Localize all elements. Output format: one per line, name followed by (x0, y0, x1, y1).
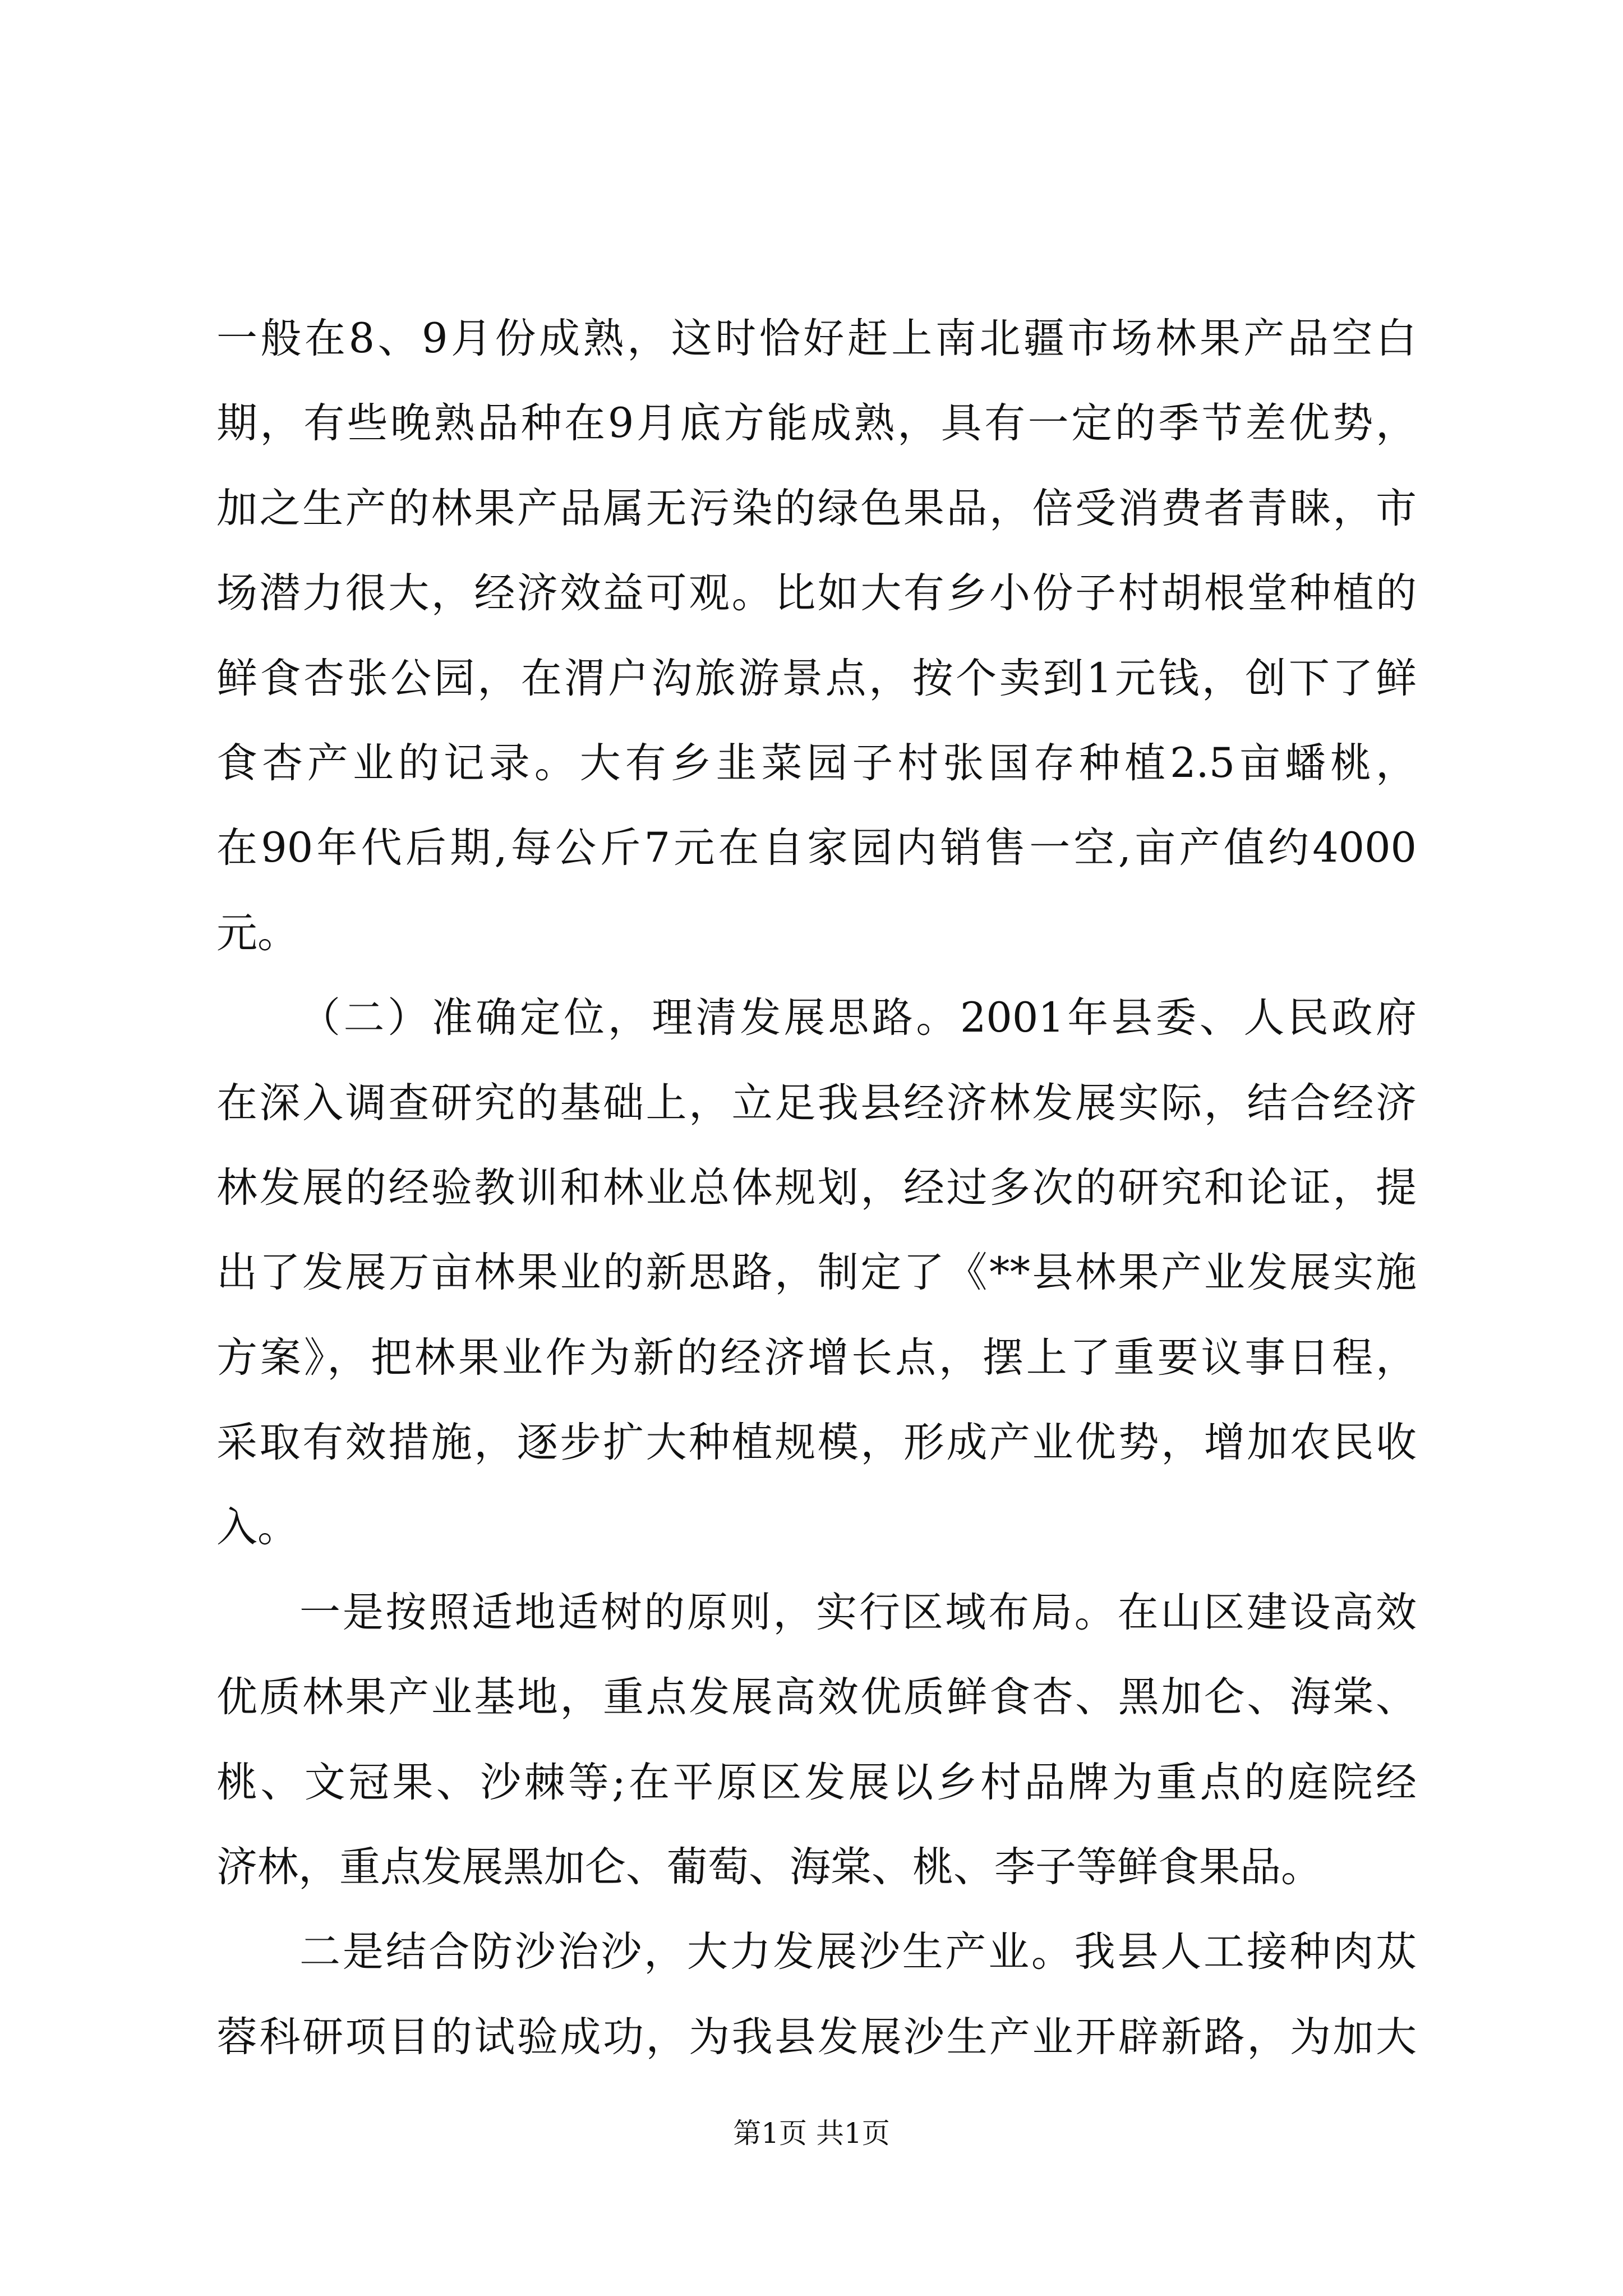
text-line: 二是结合防沙治沙，大力发展沙生产业。我县人工接种肉苁 (299, 1928, 1417, 1976)
text-line: 蓉科研项目的试验成功，为我县发展沙生产业开辟新路，为加大 (216, 2013, 1417, 2061)
text-line: 在深入调查研究的基础上，立足我县经济林发展实际，结合经济 (216, 1079, 1417, 1127)
paragraph-1 (216, 296, 1417, 976)
text-line: 期，有些晚熟品种在9月底方能成熟，具有一定的季节差优势， (216, 399, 1417, 448)
text-line: 林发展的经验教训和林业总体规划，经过多次的研究和论证，提 (216, 1163, 1417, 1212)
document-body (216, 296, 1417, 2079)
text-line: 在90年代后期,每公斤7元在自家园内销售一空,亩产值约4000 (216, 824, 1417, 872)
text-line: 一是按照适地适树的原则，实行区域布局。在山区建设高效 (299, 1588, 1417, 1636)
text-line: 元。 (216, 909, 298, 957)
text-line: 鲜食杏张公园，在渭户沟旅游景点，按个卖到1元钱，创下了鲜 (216, 654, 1417, 702)
page-number-footer: 第1页 共1页 (733, 2117, 890, 2150)
paragraph-3 (216, 1570, 1417, 1910)
text-line: 食杏产业的记录。大有乡韭菜园子村张国存种植2.5亩蟠桃， (216, 739, 1417, 787)
text-line: 一般在8、9月份成熟，这时恰好赶上南北疆市场林果产品空白 (216, 315, 1417, 362)
text-line: 出了发展万亩林果业的新思路，制定了《**县林果产业发展实施 (216, 1249, 1417, 1297)
text-line: 场潜力很大，经济效益可观。比如大有乡小份子村胡根堂种植的 (216, 569, 1417, 618)
paragraph-4 (216, 1910, 1417, 2079)
text-line: 加之生产的林果产品属无污染的绿色果品，倍受消费者青睐，市 (216, 484, 1417, 532)
text-line: 济林，重点发展黑加仑、葡萄、海棠、桃、李子等鲜食果品。 (216, 1843, 1322, 1892)
text-line: 优质林果产业基地，重点发展高效优质鲜食杏、黑加仑、海棠、 (216, 1673, 1417, 1722)
paragraph-2 (216, 976, 1417, 1570)
text-line: 入。 (216, 1503, 298, 1552)
text-line: （二）准确定位，理清发展思路。2001年县委、人民政府 (299, 994, 1417, 1042)
text-line: 采取有效措施，逐步扩大种植规模，形成产业优势，增加农民收 (216, 1419, 1417, 1467)
text-line: 方案》，把林果业作为新的经济增长点，摆上了重要议事日程， (216, 1333, 1417, 1382)
text-line: 桃、文冠果、沙棘等;在平原区发展以乡村品牌为重点的庭院经 (216, 1758, 1417, 1806)
